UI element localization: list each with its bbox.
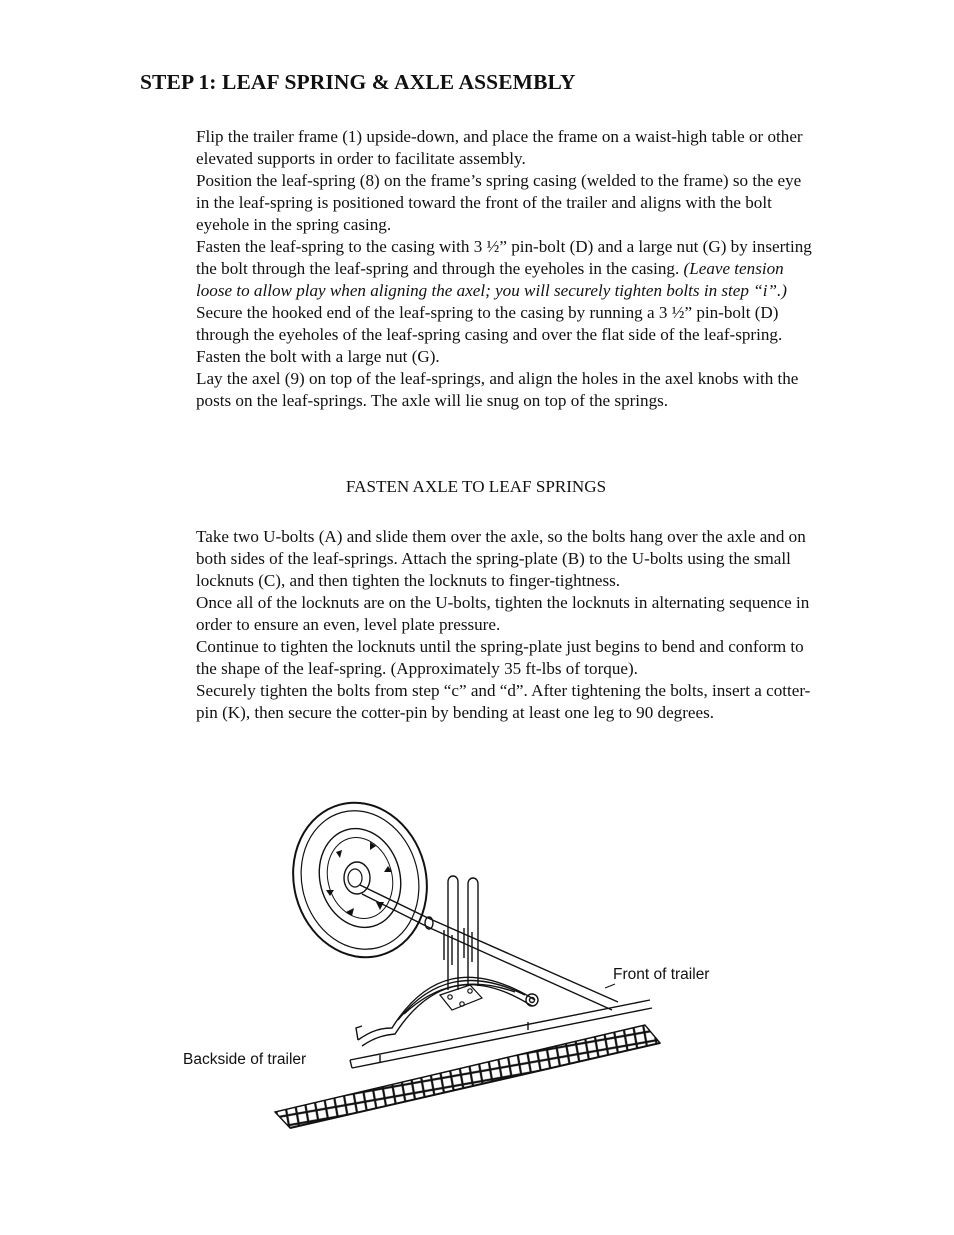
page-title: STEP 1: LEAF SPRING & AXLE ASSEMBLY <box>140 70 576 94</box>
section-subheading: FASTEN AXLE TO LEAF SPRINGS <box>345 477 607 496</box>
instructions-section-1 <box>196 126 816 412</box>
instructions-section-2 <box>196 526 816 724</box>
front-of-trailer-label: Front of trailer <box>613 966 710 983</box>
instruction-paragraph: Flip the trailer frame (1) upside-down, and place the frame on a waist-high table or other elevated supports in order to facilitate assembly. <box>196 127 803 168</box>
expanded-metal-deck <box>275 1025 660 1128</box>
instruction-paragraph <box>196 236 816 302</box>
instruction-paragraph: Secure the hooked end of the leaf-spring to the casing by running a 3 ½” pin-bolt (D) through the eyeholes of the leaf-spring casing and over the flat side of the leaf-spring. Fasten the bolt with a large nut (G). <box>196 303 783 366</box>
instruction-text: Fasten the leaf-spring to the casing with 3 ½” pin-bolt (D) and a large nut (G) by inserting the bolt through the leaf-spring and through the eyeholes in the casing. <box>196 237 812 278</box>
instruction-paragraph: Securely tighten the bolts from step “c” and “d”. After tightening the bolts, insert a cotter-pin (K), then secure the cotter-pin by bending at least one leg to 90 degrees. <box>196 681 811 722</box>
instruction-note: (Leave tension loose to allow play when aligning the axel; you will securely tighten bolts in step “i”.) <box>196 259 787 300</box>
instruction-paragraph: Position the leaf-spring (8) on the frame’s spring casing (welded to the frame) so the eye in the leaf-spring is positioned toward the front of the trailer and aligns with the bolt eyehole in the spring casing. <box>196 171 802 234</box>
instruction-paragraph: Once all of the locknuts are on the U-bolts, tighten the locknuts in alternating sequence in order to ensure an even, level plate pressure. <box>196 593 810 634</box>
label-leaders <box>605 984 615 988</box>
instruction-paragraph: Take two U-bolts (A) and slide them over the axle, so the bolts hang over the axle and on both sides of the leaf-springs. Attach the spring-plate (B) to the U-bolts using the small locknuts (C), and then tighten the locknuts to finger-tightness. <box>196 527 806 590</box>
instruction-paragraph: Lay the axel (9) on top of the leaf-springs, and align the holes in the axel knobs with the posts on the leaf-springs. The axle will lie snug on top of the springs. <box>196 369 799 410</box>
wheel-icon <box>276 800 444 972</box>
instruction-paragraph: Continue to tighten the locknuts until the spring-plate just begins to bend and conform to the shape of the leaf-spring. (Approximately 35 ft-lbs of torque). <box>196 637 804 678</box>
backside-of-trailer-label: Backside of trailer <box>183 1051 307 1068</box>
